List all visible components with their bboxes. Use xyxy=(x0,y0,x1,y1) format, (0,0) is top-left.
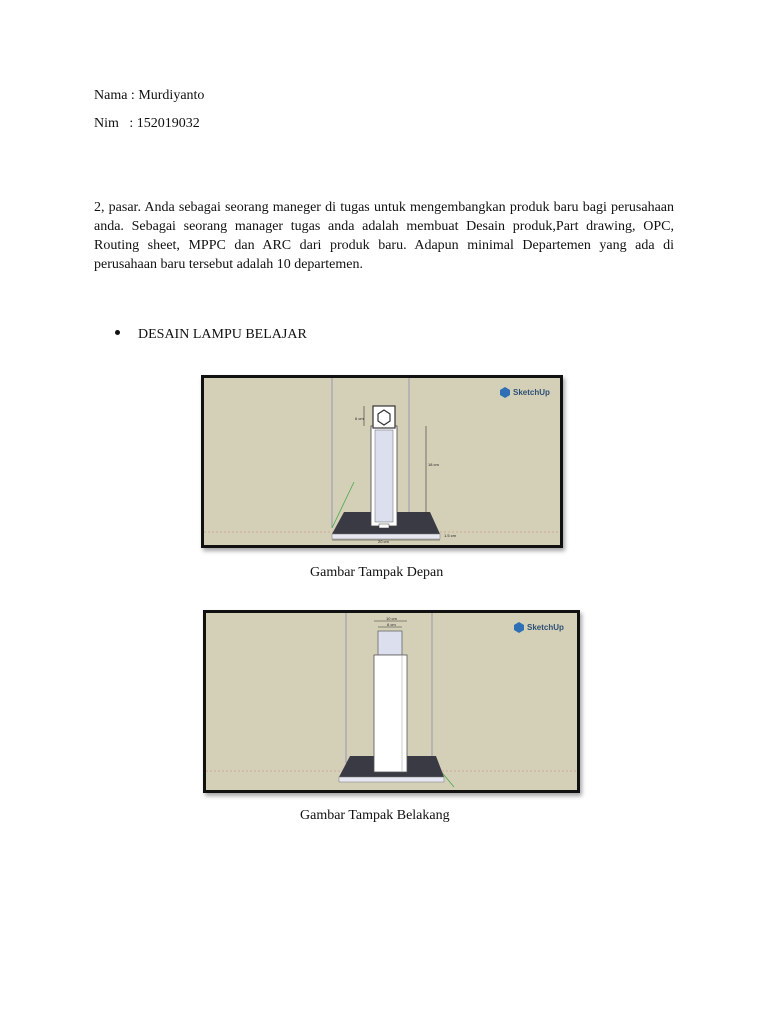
back-view-caption: Gambar Tampak Belakang xyxy=(300,808,450,823)
front-view-screenshot xyxy=(201,375,563,548)
dim-outer-label: 10 cm xyxy=(386,616,397,621)
sketchup-logo-icon xyxy=(514,622,564,633)
back-view-screenshot xyxy=(203,610,580,793)
section-bullet xyxy=(115,327,307,343)
dim-height-label: 18 cm xyxy=(428,462,439,467)
front-view-drawing xyxy=(204,378,560,545)
dim-base-width-label: 20 cm xyxy=(378,539,389,544)
front-view-caption: Gambar Tampak Depan xyxy=(310,565,444,580)
section-title: DESAIN LAMPU BELAJAR xyxy=(138,327,307,342)
sketchup-logo-icon xyxy=(500,387,550,398)
student-nim: Nim : 152019032 xyxy=(94,116,200,131)
question-paragraph: 2, pasar. Anda sebagai seorang maneger di tugas untuk mengembangkan produk baru bagi perusahaan anda. Sebagai seorang manager tugas anda adalah membuat Desain produk,Part drawing, OPC, Routing sheet, MPPC dan ARC dari produk baru. Adapun minimal Departemen yang ada di perusahaan baru tersebut adalah 10 departemen. xyxy=(94,200,674,272)
sketchup-logo-text: SketchUp xyxy=(527,623,564,632)
sketchup-logo-text: SketchUp xyxy=(513,388,550,397)
dim-base-height-label: 1.5 cm xyxy=(444,533,457,538)
bullet-icon xyxy=(115,330,120,335)
dim-top-label: 6 cm xyxy=(355,416,364,421)
dim-inner-label: 6 cm xyxy=(387,622,396,627)
student-name: Nama : Murdiyanto xyxy=(94,88,205,103)
back-view-drawing xyxy=(206,613,577,790)
